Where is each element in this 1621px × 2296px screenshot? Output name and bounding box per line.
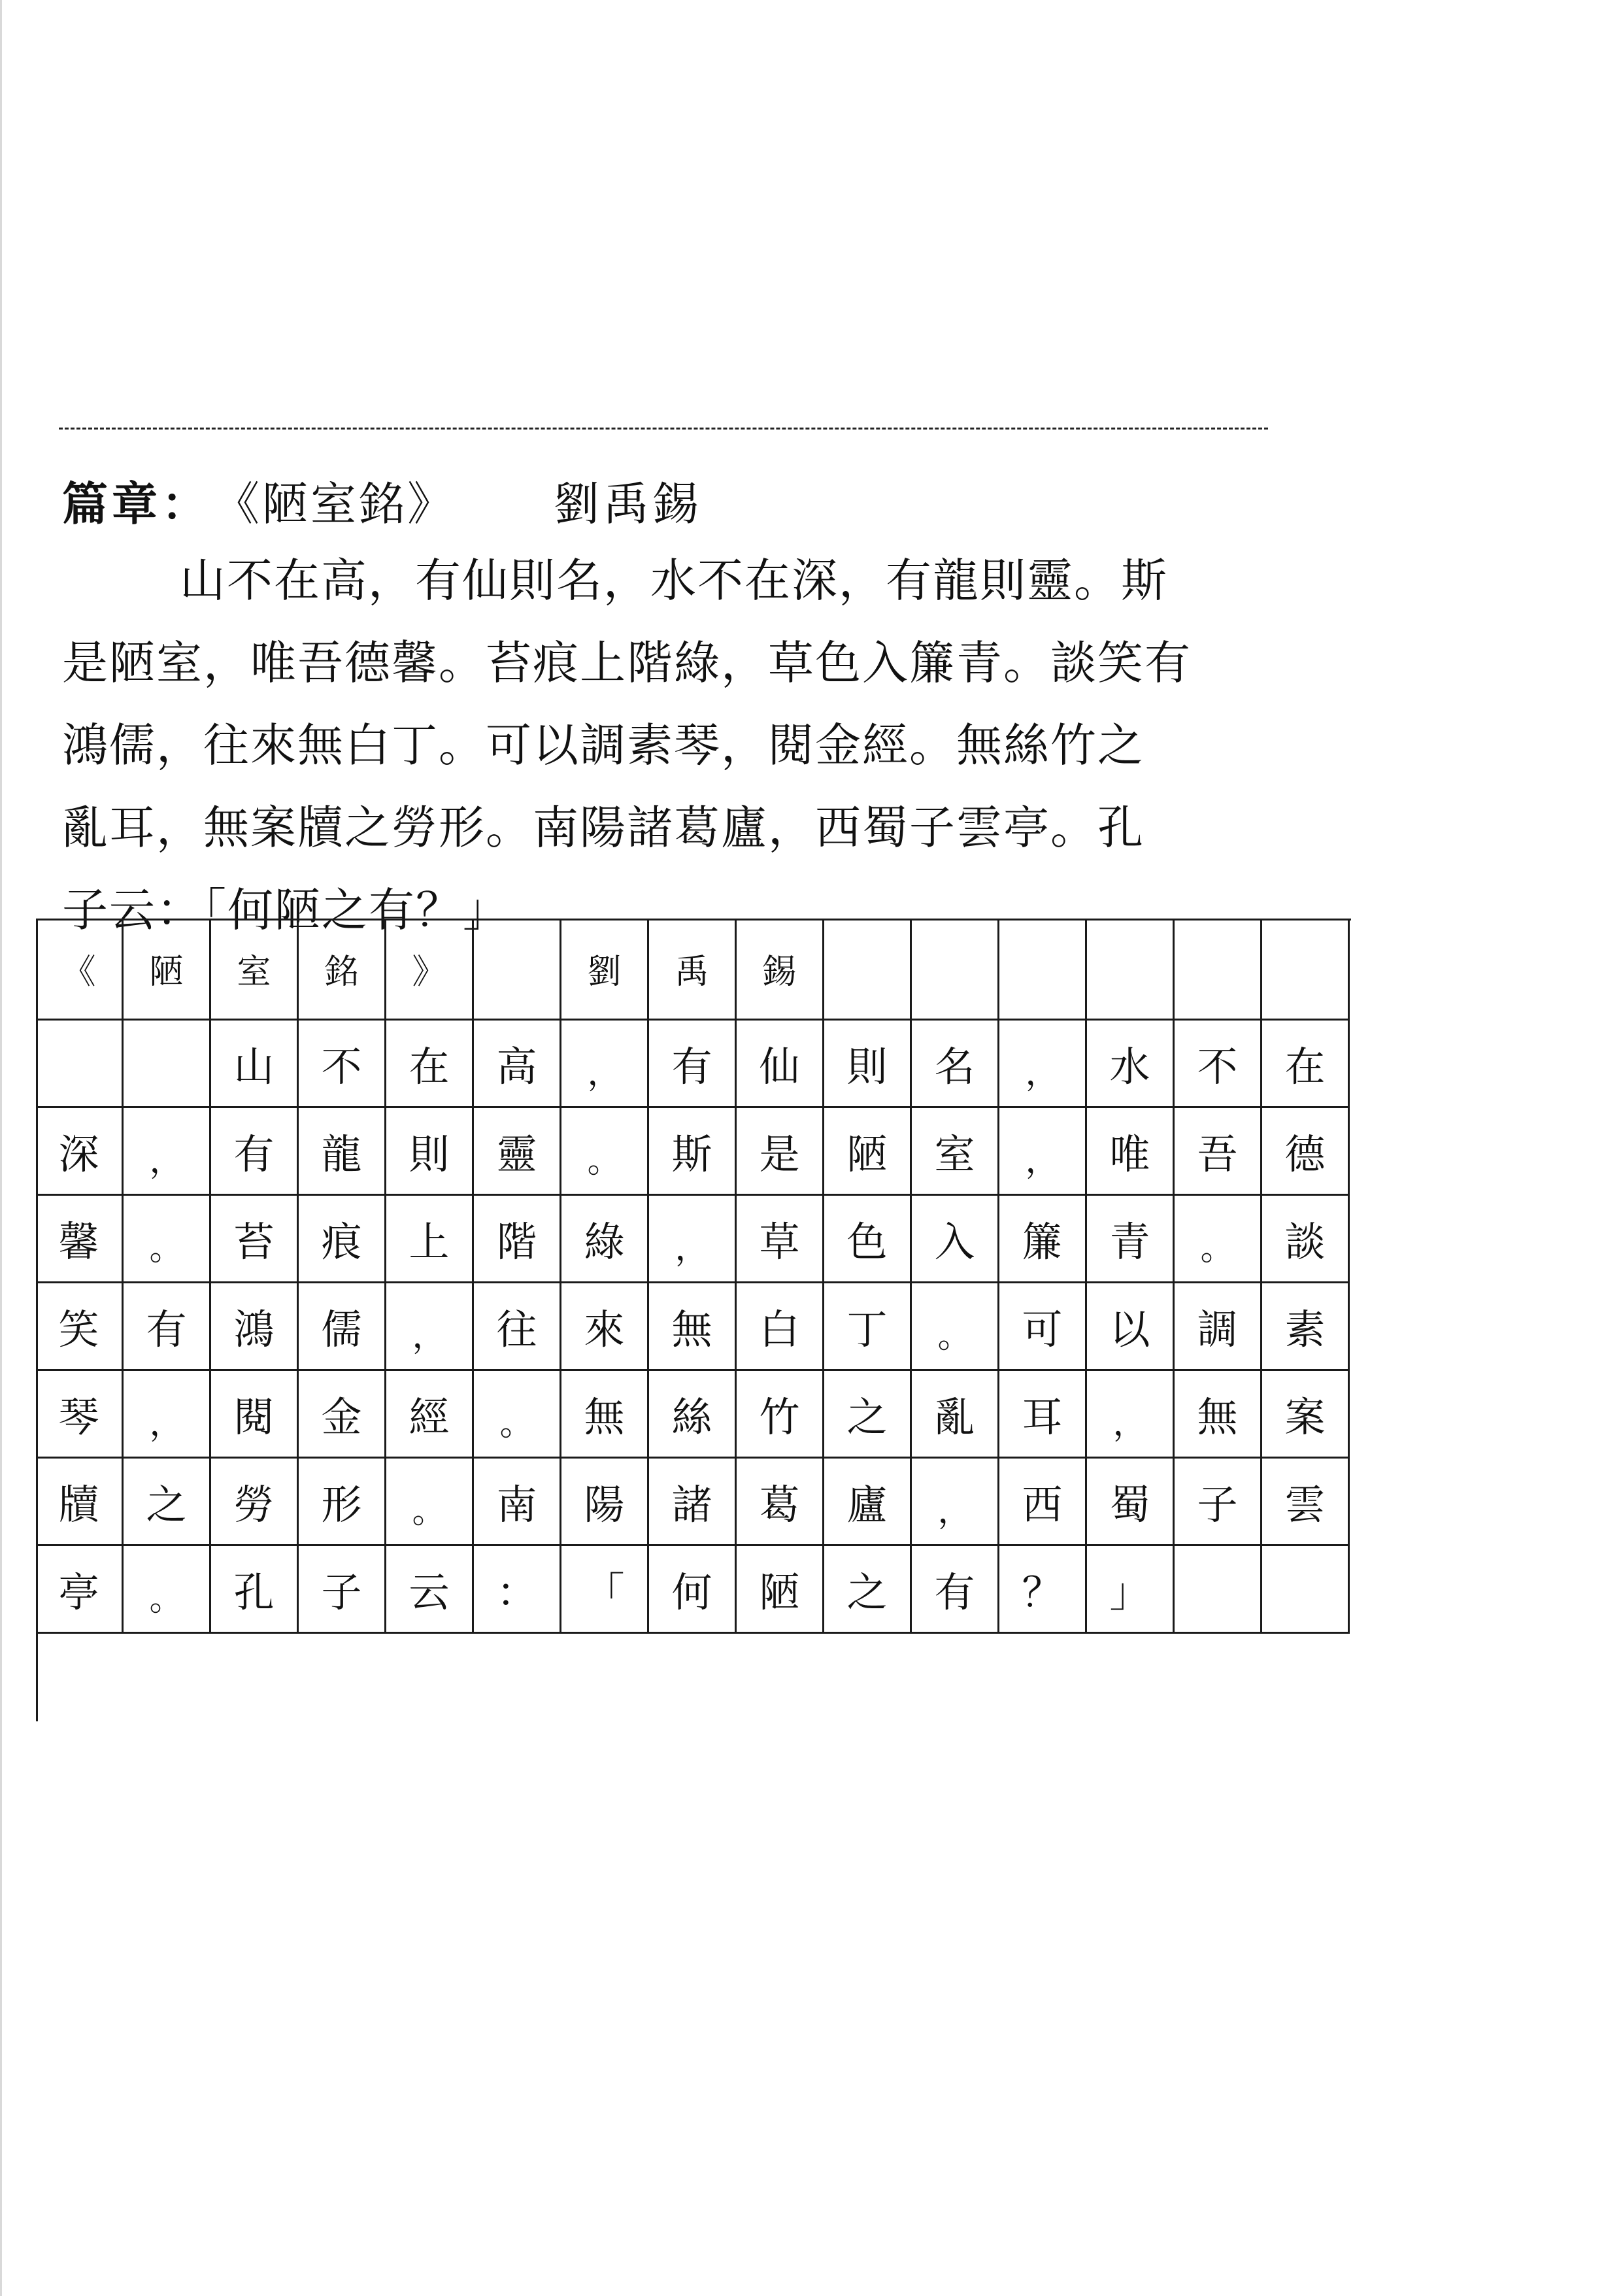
grid-char: 南 [496,1481,537,1528]
grid-cell [1262,1021,1350,1108]
grid-char: 。 [412,1492,446,1531]
grid-char: 《 [61,953,96,992]
grid-cell [737,1021,824,1108]
grid-cell [1262,1371,1350,1459]
grid-cell [474,1371,561,1459]
grid-char: ？ [1022,1568,1063,1616]
grid-cell [1087,1021,1175,1108]
grid-char: 是 [759,1130,800,1178]
grid-char: 以 [1109,1306,1150,1353]
grid-char: 子 [321,1568,362,1616]
grid-cell [474,1021,561,1108]
grid-cell [36,1196,124,1283]
grid-char: 德 [1284,1130,1326,1178]
grid-char: 。 [937,1317,972,1356]
grid-cell [211,1108,299,1196]
grid-char: ， [149,1141,184,1181]
grid-char: 子 [1197,1481,1238,1528]
grid-char: 絲 [671,1393,712,1441]
grid-char: 上 [409,1218,450,1266]
grid-char: ， [937,1492,972,1531]
grid-cell [824,1546,912,1634]
grid-cell [124,1546,211,1634]
grid-char: 室 [237,953,271,992]
grid-char: 階 [496,1218,537,1266]
grid-cell [912,1371,999,1459]
grid-cell [824,1021,912,1108]
grid-cell [824,1283,912,1371]
grid-char: 案 [1284,1393,1326,1441]
grid-cell [999,1459,1087,1546]
grid-char: 可 [1022,1306,1063,1353]
grid-char: 龍 [321,1130,362,1178]
grid-char: 之 [846,1393,888,1441]
grid-char: 痕 [321,1218,362,1266]
grid-cell [36,1283,124,1371]
grid-cell [386,1108,474,1196]
heading-title: 《陋室銘》 [214,477,456,531]
grid-char: ： [496,1568,537,1616]
grid-char: 草 [759,1218,800,1266]
grid-char: 不 [321,1043,362,1090]
passage-line: 鴻儒，往來無白丁。可以調素琴，閱金經。無絲竹之 [62,718,1145,772]
grid-char: 。 [587,1141,622,1181]
grid-char: 名 [934,1043,975,1090]
grid-char: 素 [1284,1306,1326,1353]
grid-cell [561,1196,649,1283]
grid-cell [36,1108,124,1196]
grid-char: 琴 [58,1393,99,1441]
grid-cell [1262,1459,1350,1546]
grid-char: 亭 [58,1568,99,1616]
grid-char: 綠 [584,1218,625,1266]
grid-cell [386,919,474,1021]
grid-char: 。 [499,1404,534,1443]
grid-char: 色 [846,1218,888,1266]
grid-cell [1175,1108,1262,1196]
page-left-edge [0,0,2,2296]
grid-cell [474,1546,561,1634]
grid-cell [299,1021,386,1108]
grid-cell [1175,919,1262,1021]
grid-char: 無 [584,1393,625,1441]
passage-text [62,539,1356,951]
grid-cell [124,1371,211,1459]
grid-cell [912,1459,999,1546]
grid-cell [474,1108,561,1196]
passage-line: 是陋室，唯吾德馨。苔痕上階綠，草色入簾青。談笑有 [62,636,1192,690]
grid-cell [1087,1546,1175,1634]
grid-cell [299,1546,386,1634]
grid-cell [999,1546,1087,1634]
grid-char: 耳 [1022,1393,1063,1441]
grid-cell [1087,1108,1175,1196]
grid-cell [1175,1546,1262,1634]
grid-cell [1175,1459,1262,1546]
grid-cell [1175,1283,1262,1371]
grid-cell [386,1546,474,1634]
grid-char: ， [412,1317,446,1356]
grid-cell [211,1546,299,1634]
grid-char: 經 [409,1393,450,1441]
grid-cell [999,919,1087,1021]
grid-char: 牘 [58,1481,99,1528]
grid-cell [1175,1021,1262,1108]
grid-cell [299,1196,386,1283]
grid-cell [386,1196,474,1283]
grid-char: 西 [1022,1481,1063,1528]
grid-cell [649,1283,737,1371]
grid-char: 陋 [149,953,184,992]
heading-author: 劉禹錫 [554,477,703,531]
grid-char: 雲 [1284,1481,1326,1528]
grid-char: ， [587,1054,622,1093]
grid-cell [999,1283,1087,1371]
grid-cell [299,919,386,1021]
grid-cell [36,1021,124,1108]
grid-cell [999,1108,1087,1196]
grid-char: 苔 [233,1218,275,1266]
grid-char: 丁 [846,1306,888,1353]
grid-char: 之 [846,1568,888,1616]
grid-char: 孔 [233,1568,275,1616]
grid-cell [737,1108,824,1196]
grid-char: 有 [146,1306,187,1353]
grid-cell [1262,1546,1350,1634]
grid-char: ， [675,1229,709,1268]
grid-cell [1262,1196,1350,1283]
grid-char: 形 [321,1481,362,1528]
grid-cell [474,1196,561,1283]
grid-char: 。 [1200,1229,1235,1268]
grid-char: 馨 [58,1218,99,1266]
grid-char: 錫 [762,953,797,992]
grid-cell [912,1283,999,1371]
writing-grid [36,919,1351,1721]
grid-char: 「 [584,1568,625,1616]
grid-char: ， [1025,1054,1060,1093]
grid-char: 無 [1197,1393,1238,1441]
grid-cell [561,1108,649,1196]
grid-cell [124,1196,211,1283]
grid-cell [1262,1283,1350,1371]
grid-char: 則 [409,1130,450,1178]
grid-char: 蜀 [1109,1481,1150,1528]
grid-cell [999,1371,1087,1459]
grid-char: 云 [409,1568,450,1616]
grid-cell [649,1459,737,1546]
grid-cell [912,1108,999,1196]
grid-char: 陋 [759,1568,800,1616]
grid-cell [36,1459,124,1546]
grid-cell [824,1108,912,1196]
grid-cell [474,919,561,1021]
grid-cell [124,919,211,1021]
grid-char: 靈 [496,1130,537,1178]
grid-char: 陽 [584,1481,625,1528]
grid-cell [299,1371,386,1459]
grid-cell [912,1021,999,1108]
grid-cell [1087,1371,1175,1459]
grid-cell [737,919,824,1021]
grid-char: 竹 [759,1393,800,1441]
grid-cell [211,1196,299,1283]
grid-cell [1087,919,1175,1021]
grid-char: 入 [934,1218,975,1266]
grid-char: 葛 [759,1481,800,1528]
grid-cell [1175,1371,1262,1459]
grid-char: 。 [149,1229,184,1268]
passage-line: 亂耳，無案牘之勞形。南陽諸葛廬，西蜀子雲亭。孔 [62,801,1145,854]
heading-label: 篇章： [62,476,211,531]
grid-char: 高 [496,1043,537,1090]
grid-char: 。 [149,1579,184,1619]
grid-cell [561,1546,649,1634]
grid-char: 青 [1109,1218,1150,1266]
grid-cell [386,1283,474,1371]
grid-cell [386,1371,474,1459]
grid-cell [561,1371,649,1459]
grid-cell [561,1283,649,1371]
grid-char: 水 [1109,1043,1150,1090]
grid-char: 劉 [587,953,622,992]
grid-char: 勞 [233,1481,275,1528]
grid-cell [824,1371,912,1459]
grid-cell [649,1108,737,1196]
grid-cell [649,919,737,1021]
grid-cell [649,1021,737,1108]
grid-char: 何 [671,1568,712,1616]
grid-char: 來 [584,1306,625,1353]
grid-char: 儒 [321,1306,362,1353]
grid-cell [36,919,124,1021]
grid-cell [737,1546,824,1634]
grid-cell [36,1546,124,1634]
grid-char: 無 [671,1306,712,1353]
grid-char: ， [149,1404,184,1443]
grid-char: 談 [1284,1218,1326,1266]
grid-char: 有 [671,1043,712,1090]
grid-char: 廬 [846,1481,888,1528]
chapter-heading [62,467,703,533]
grid-cell [211,1283,299,1371]
grid-char: ， [1112,1404,1147,1443]
grid-char: 吾 [1197,1130,1238,1178]
grid-cell [124,1459,211,1546]
grid-cell [1087,1459,1175,1546]
grid-cell [561,919,649,1021]
grid-cell [912,1196,999,1283]
grid-char: 鴻 [233,1306,275,1353]
grid-char: 諸 [671,1481,712,1528]
grid-cell [1175,1196,1262,1283]
grid-cell [299,1459,386,1546]
grid-char: 金 [321,1393,362,1441]
grid-cell [649,1546,737,1634]
grid-char: 銘 [324,953,359,992]
grid-char: 則 [846,1043,888,1090]
grid-cell [1087,1283,1175,1371]
grid-cell [36,1371,124,1459]
grid-cell [211,919,299,1021]
grid-cell [824,1459,912,1546]
grid-cell [124,1283,211,1371]
grid-char: 白 [759,1306,800,1353]
grid-char: 在 [1284,1043,1326,1090]
grid-char: 有 [233,1130,275,1178]
grid-cell [1262,1108,1350,1196]
grid-char: 之 [146,1481,187,1528]
grid-char: 室 [934,1130,975,1178]
grid-char: 仙 [759,1043,800,1090]
grid-cell [474,1283,561,1371]
grid-char: 往 [496,1306,537,1353]
grid-cell [912,1546,999,1634]
grid-char: 亂 [934,1393,975,1441]
grid-cell [737,1196,824,1283]
passage-line: 山不在高，有仙則名，水不在深，有龍則靈。斯 [180,554,1168,607]
grid-cell [912,919,999,1021]
grid-char: 》 [412,953,446,992]
dashed-divider [59,428,1268,430]
grid-cell [999,1196,1087,1283]
grid-cell [561,1021,649,1108]
grid-char: 唯 [1109,1130,1150,1178]
grid-cell [386,1021,474,1108]
grid-cell [649,1196,737,1283]
grid-char: 不 [1197,1043,1238,1090]
grid-char: ， [1025,1141,1060,1181]
grid-cell [474,1459,561,1546]
grid-char: 調 [1197,1306,1238,1353]
grid-cell [299,1108,386,1196]
grid-char: 閱 [233,1393,275,1441]
grid-cell [124,1108,211,1196]
grid-cell [561,1459,649,1546]
grid-cell [211,1459,299,1546]
grid-cell [299,1283,386,1371]
grid-cell [824,1196,912,1283]
grid-cell [124,1021,211,1108]
passage-line: 子云：「何陋之有？」 [62,883,510,937]
grid-char: 斯 [671,1130,712,1178]
grid-cell [1087,1196,1175,1283]
grid-cell [386,1459,474,1546]
grid-cell [737,1371,824,1459]
grid-cell [1262,919,1350,1021]
grid-cell [211,1371,299,1459]
grid-cell [999,1021,1087,1108]
grid-char: 在 [409,1043,450,1090]
grid-cell [211,1021,299,1108]
grid-cell [737,1459,824,1546]
grid-char: 簾 [1022,1218,1063,1266]
grid-char: 笑 [58,1306,99,1353]
grid-char: 深 [58,1130,99,1178]
grid-cell [824,919,912,1021]
grid-cell [649,1371,737,1459]
grid-char: 有 [934,1568,975,1616]
grid-char: 陋 [846,1130,888,1178]
grid-cell [737,1283,824,1371]
grid-char: 」 [1109,1568,1150,1616]
grid-char: 禹 [675,953,709,992]
grid-char: 山 [233,1043,275,1090]
